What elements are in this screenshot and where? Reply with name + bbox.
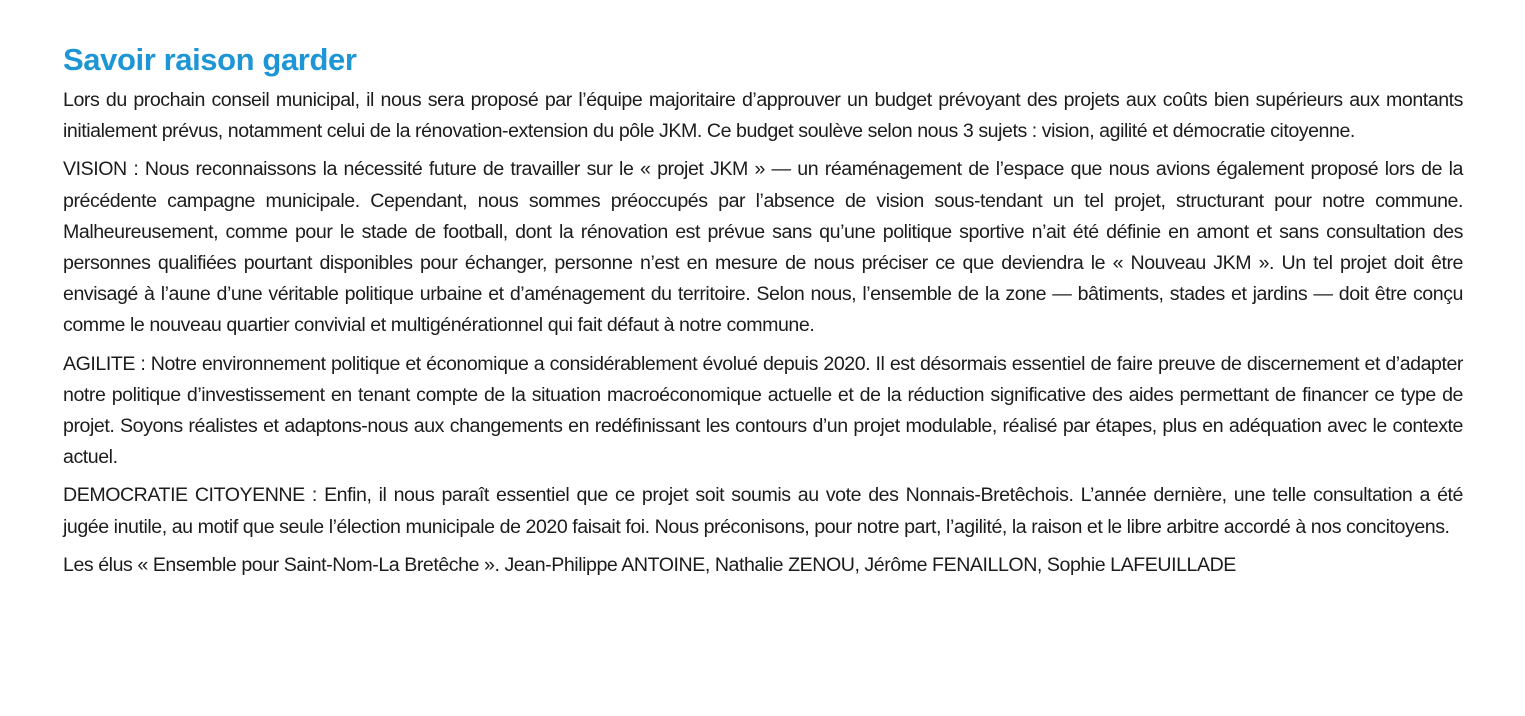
agilite-paragraph: AGILITE : Notre environnement politique et économique a considérablement évolué depuis 2020. Il est désormais essentiel de faire preuve de discernement et d’adapter notre politique d’investissement en tenant compte de la situation macroéconomique actuelle et de la réduction significative des aides permettant de financer ce type de projet. Soyons réalistes et adaptons-nous aux changements en redéfinissant les contours d’un projet modulable, réalisé par étapes, plus en adéquation avec le contexte actuel. [63, 352, 1463, 469]
intro-paragraph: Lors du prochain conseil municipal, il nous sera proposé par l’équipe majoritaire d’approuver un budget prévoyant des projets aux coûts bien supérieurs aux montants initialement prévus, notamment celui de la rénovation-extension du pôle JKM. Ce budget soulève selon nous 3 sujets : vision, agilité et démocratie citoyenne. [63, 89, 1463, 143]
vision-paragraph: VISION : Nous reconnaissons la nécessité future de travailler sur le « projet JKM » — un réaménagement de l’espace que nous avions également proposé lors de la précédente campagne municipale. Cependant, nous sommes préoccupés par l’absence de vision sous-tendant un tel projet, structurant pour notre commune. Malheureusement, comme pour le stade de football, dont la rénovation est prévue sans qu’une politique sportive n’ait été définie en amont et sans consultation des personnes qualifiées pourtant disponibles pour échanger, personne n’est en mesure de nous préciser ce que deviendra le « Nouveau JKM ». Un tel projet doit être envisagé à l’aune d’une véritable politique urbaine et d’aménagement du territoire. Selon nous, l’ensemble de la zone — bâtiments, stades et jardins — doit être conçu comme le nouveau quartier convivial et multigénérationnel qui fait défaut à notre commune. [63, 158, 1463, 337]
signature-paragraph: Les élus « Ensemble pour Saint-Nom-La Bretêche ». Jean-Philippe ANTOINE, Nathalie ZENOU, Jérôme FENAILLON, Sophie LAFEUILLADE [63, 553, 1236, 576]
article-title: Savoir raison garder [63, 42, 357, 77]
democratie-paragraph: DEMOCRATIE CITOYENNE : Enfin, il nous paraît essentiel que ce projet soit soumis au vote des Nonnais-Bretêchois. L’année dernière, une telle consultation a été jugée inutile, au motif que seule l’élection municipale de 2020 faisait foi. Nous préconisons, pour notre part, l’agilité, la raison et le libre arbitre accordé à nos concitoyens. [63, 484, 1463, 538]
article [63, 38, 1463, 588]
